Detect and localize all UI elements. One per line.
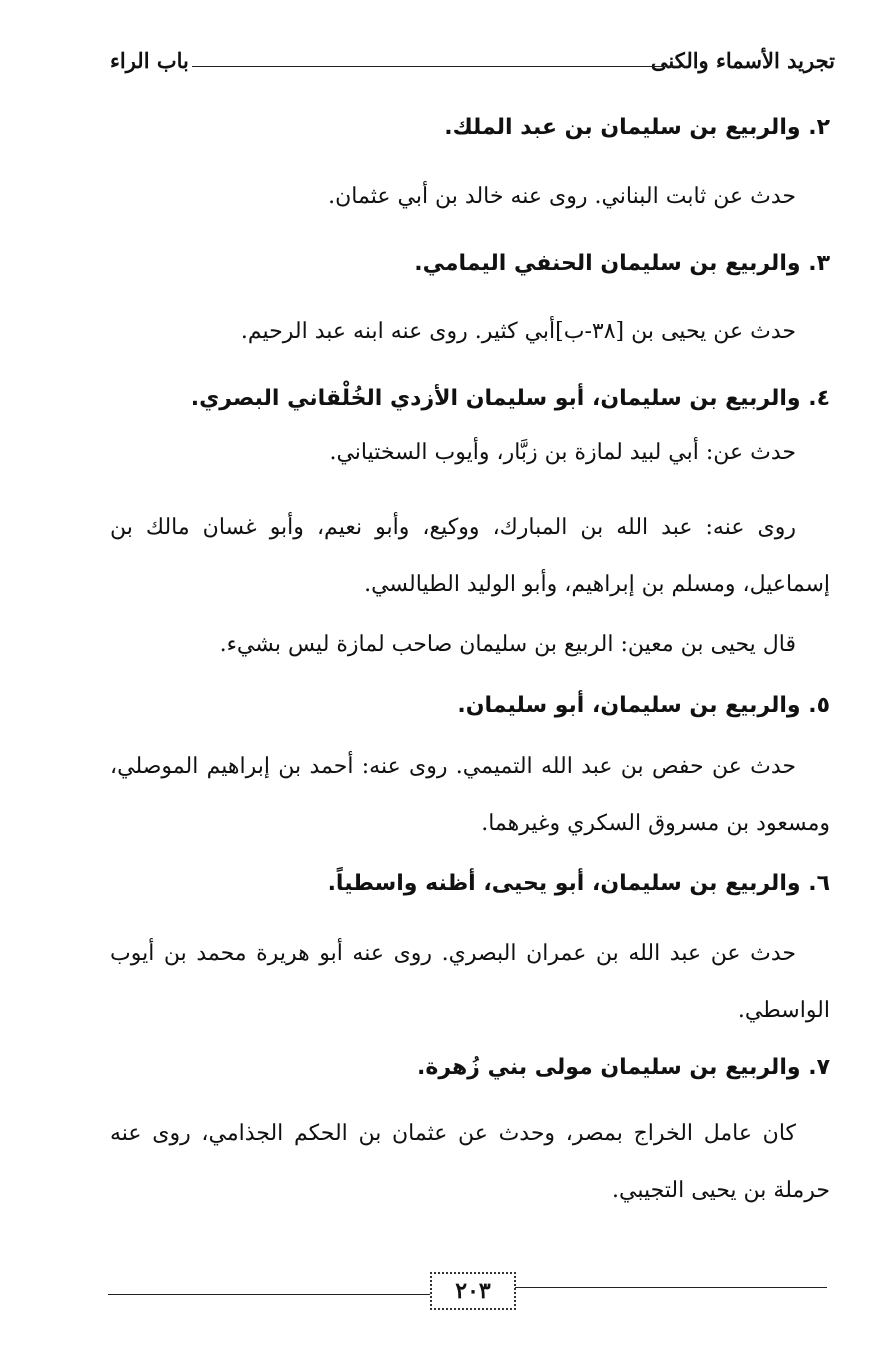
entry-text: قال يحيى بن معين: الربيع بن سليمان صاحب لمازة ليس بشيء. (219, 632, 796, 657)
entry-paragraph (110, 738, 830, 852)
entry-paragraph (110, 616, 830, 673)
entry-text: حدث عن حفص بن عبد الله التميمي. روى عنه: أحمد بن إبراهيم الموصلي، ومسعود بن مسروق السكري وغيرهما. (110, 754, 830, 836)
entry-paragraph (110, 925, 830, 1039)
footer-rule (515, 1287, 827, 1288)
running-header (110, 48, 835, 84)
footer-rule (108, 1294, 430, 1295)
entry-paragraph (110, 1105, 830, 1219)
entry-paragraph (110, 499, 830, 613)
section-title: باب الراء (110, 48, 189, 73)
entry-heading: ٢. والربيع بن سليمان بن عبد الملك. (444, 115, 830, 140)
entry-heading: ٤. والربيع بن سليمان، أبو سليمان الأزدي الخُلْقاني البصري. (190, 386, 830, 411)
entry-heading: ٥. والربيع بن سليمان، أبو سليمان. (457, 693, 830, 718)
entry-paragraph (110, 168, 830, 225)
entry-paragraph (110, 424, 830, 481)
entry-heading: ٧. والربيع بن سليمان مولى بني زُهرة. (416, 1055, 830, 1080)
entry-heading: ٦. والربيع بن سليمان، أبو يحيى، أظنه واسطياً. (327, 871, 830, 896)
entry-text: حدث عن ثابت البناني. روى عنه خالد بن أبي عثمان. (328, 184, 796, 209)
entry-text: حدث عن يحيى بن [٣٨-ب]أبي كثير. روى عنه ابنه عبد الرحيم. (240, 319, 796, 344)
header-rule (192, 66, 687, 67)
page-number: ٢٠٣ (430, 1272, 516, 1310)
entry-text: حدث عن عبد الله بن عمران البصري. روى عنه أبو هريرة محمد بن أيوب الواسطي. (110, 941, 830, 1023)
entry-text: روى عنه: عبد الله بن المبارك، ووكيع، وأبو نعيم، وأبو غسان مالك بن إسماعيل، ومسلم بن إبراهيم، وأبو الوليد الطيالسي. (110, 515, 830, 597)
entry-text: كان عامل الخراج بمصر، وحدث عن عثمان بن الحكم الجذامي، روى عنه حرملة بن يحيى التجيبي. (110, 1121, 830, 1203)
entry-heading: ٣. والربيع بن سليمان الحنفي اليمامي. (414, 251, 830, 276)
book-title: تجريد الأسماء والكنى (650, 48, 835, 73)
entry-text: حدث عن: أبي لبيد لمازة بن زبَّار، وأيوب السختياني. (329, 440, 796, 465)
entry-paragraph (110, 303, 830, 360)
